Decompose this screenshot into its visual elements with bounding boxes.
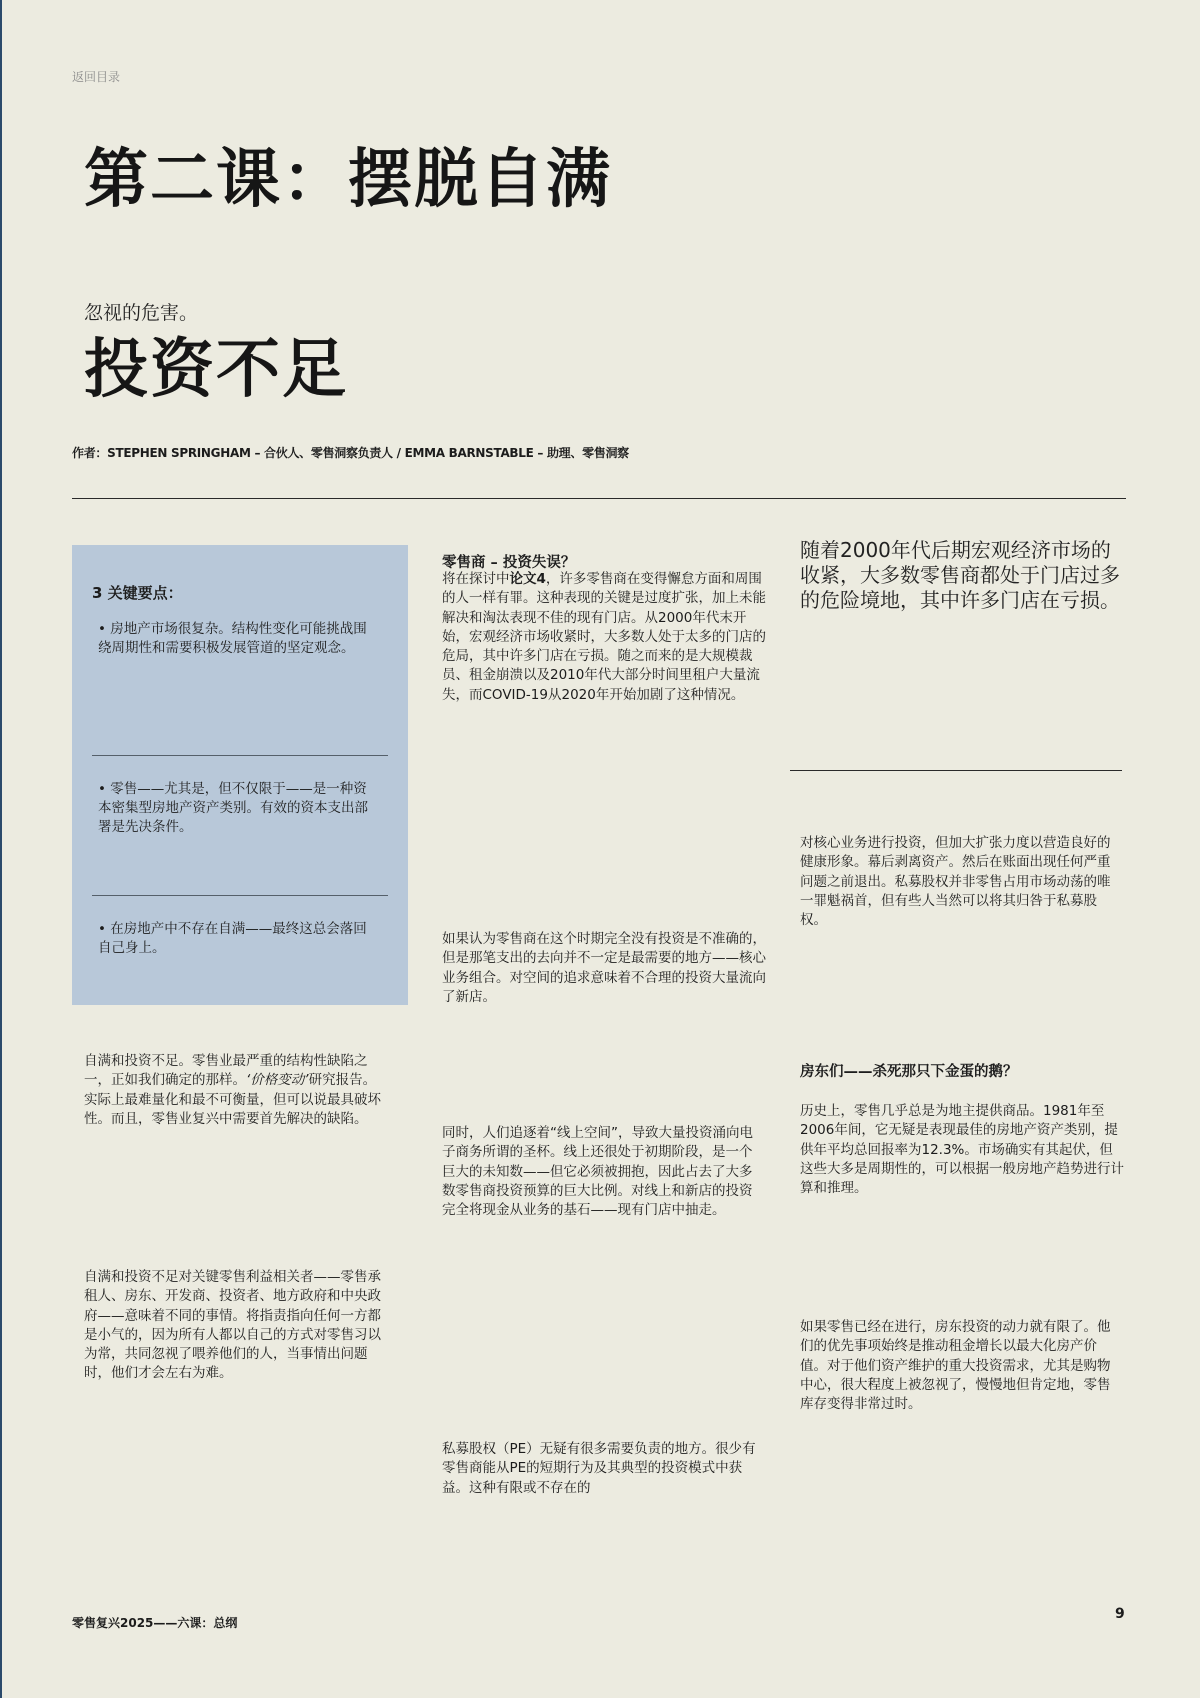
col2-p1-text-cont: ，许多零售商在变得懈怠方面和周围的人一样有罪。这种表现的关键是过度扩张，加上未能解决和淘汰表现不佳的现有门店。从2000年代末开始，宏观经济市场收紧时，大多数人处于太多的门店的危局，其中许多门店在亏损。随之而来的是大规模裁员、租金崩溃以及2010年代大部分时间里租户大量流失，而COVID-19从2020年开始加剧了这种情况。: [442, 571, 766, 703]
col2-heading: 零售商 – 投资失误？: [442, 555, 576, 571]
col1-p1-text-cont: 研究报告。实际上最难量化和最不可衡量，但可以说最具破坏性。而且，零售业复兴中需要首先解决的缺陷。: [84, 1072, 381, 1127]
col1-paragraph-2: 自满和投资不足对关键零售利益相关者——零售承租人、房东、开发商、投资者、地方政府和中央政府——意味着不同的事情。将指责指向任何一方都是小气的，因为所有人都以自己的方式对零售习以为常，共同忽视了喂养他们的人，当事情出问题时，他们才会左右为难。: [84, 1269, 381, 1382]
header-divider: [72, 498, 1126, 499]
col2-paragraph-4: 私募股权（PE）无疑有很多需要负责的地方。很少有零售商能从PE的短期行为及其典型的投资模式中获益。这种有限或不存在的: [442, 1441, 756, 1496]
byline: 作者：STEPHEN SPRINGHAM – 合伙人、零售洞察负责人 / EMMA BARNSTABLE – 助理、零售洞察: [72, 446, 629, 460]
col1-p1-text: 自满和投资不足。零售业最严重的结构性缺陷之一，正如我们确定的那样。: [84, 1053, 368, 1089]
subtitle-kicker: 忽视的危害。: [84, 302, 199, 324]
col3-heading: 房东们——杀死那只下金蛋的鹅？: [800, 1064, 1018, 1080]
pull-quote: 随着2000年代后期宏观经济市场的收紧，大多数零售商都处于门店过多的危险境地，其中许多门店在亏损。: [800, 538, 1120, 612]
col1-p1-report-title: ‘价格变动’: [246, 1072, 309, 1089]
pull-quote-divider: [790, 770, 1122, 771]
col2-p1-reference: 论文4: [509, 571, 546, 587]
col2-p1-text: 将在探讨中: [442, 571, 510, 587]
page-title: 第二课：摆脱自满: [84, 143, 612, 217]
key-points-heading: 3 关键要点：: [92, 584, 183, 602]
page-edge-stripe: [0, 0, 2, 1698]
col2-paragraph-1: [442, 570, 770, 705]
back-to-contents-link[interactable]: 返回目录: [72, 70, 121, 84]
footer-publication: 零售复兴2025——六课：总纲: [72, 1616, 238, 1630]
col2-paragraph-2: 如果认为零售商在这个时期完全没有投资是不准确的，但是那笔支出的去向并不一定是最需要的地方——核心业务组合。对空间的追求意味着不合理的投资大量流向了新店。: [442, 931, 766, 1005]
key-point-item: • 房地产市场很复杂。结构性变化可能挑战围绕周期性和需要积极发展管道的坚定观念。: [98, 621, 367, 656]
col3-paragraph-3: 如果零售已经在进行，房东投资的动力就有限了。他们的优先事项始终是推动租金增长以最大化房产价值。对于他们资产维护的重大投资需求，尤其是购物中心，很大程度上被忽视了，慢慢地但肯定地，零售库存变得非常过时。: [800, 1319, 1111, 1413]
col2-paragraph-3: 同时，人们追逐着“线上空间”，导致大量投资涌向电子商务所谓的圣杯。线上还很处于初期阶段，是一个巨大的未知数——但它必须被拥抱，因此占去了大多数零售商投资预算的巨大比例。对线上和新店的投资完全将现金从业务的基石——现有门店中抽走。: [442, 1125, 753, 1219]
section-heading: 投资不足: [84, 333, 348, 407]
key-points-divider: [92, 895, 388, 896]
key-point-item: • 零售——尤其是，但不仅限于——是一种资本密集型房地产资产类别。有效的资本支出部署是先决条件。: [98, 781, 368, 835]
page-number: 9: [1115, 1606, 1125, 1622]
key-point-item: • 在房地产中不存在自满——最终这总会落回自己身上。: [98, 921, 367, 956]
col1-paragraph-1: [84, 1052, 384, 1129]
col3-paragraph-1: 对核心业务进行投资，但加大扩张力度以营造良好的健康形象。幕后剥离资产。然后在账面出现任何严重问题之前退出。私募股权并非零售占用市场动荡的唯一罪魁祸首，但有些人当然可以将其归咎于私募股权。: [800, 835, 1111, 929]
col3-paragraph-2: 历史上，零售几乎总是为地主提供商品。1981年至2006年间，它无疑是表现最佳的房地产资产类别，提供年平均总回报率为12.3%。市场确实有其起伏，但这些大多是周期性的，可以根据一般房地产趋势进行计算和推理。: [800, 1103, 1124, 1197]
key-points-divider: [92, 755, 388, 756]
